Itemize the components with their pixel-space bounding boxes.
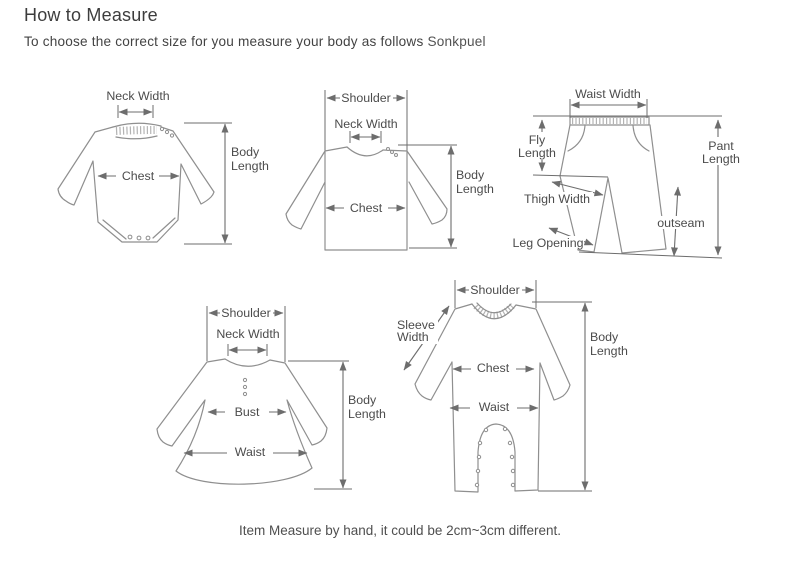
bodysuit-crotch-snap xyxy=(128,235,132,239)
pants-leg-opening-label: Leg Opening xyxy=(512,236,584,250)
dress-diagram xyxy=(157,306,386,489)
pants-thigh-width-label: Thigh Width xyxy=(523,192,591,206)
pants-outseam-label: outseam xyxy=(657,216,705,230)
romper-outline xyxy=(415,304,570,492)
romper-snap xyxy=(475,483,478,486)
romper-diagram xyxy=(394,280,628,492)
bodysuit-shoulder-snap xyxy=(170,134,173,137)
shirt-neckline xyxy=(347,147,383,156)
dress-neck-width-label: Neck Width xyxy=(216,327,280,341)
bodysuit-crotch-snap xyxy=(146,236,150,240)
pants-diagram xyxy=(511,87,744,258)
romper-snap xyxy=(503,427,506,430)
romper-sleeve-width-label: Width xyxy=(397,330,429,344)
romper-body-length-label: Body xyxy=(590,330,619,344)
pants-pant-length-label: Pant xyxy=(708,139,734,153)
romper-snap xyxy=(476,469,479,472)
pants-outline xyxy=(560,125,666,253)
subtitle-text: To choose the correct size for you measure your body as follows xyxy=(24,34,424,49)
bodysuit-neck-width-label: Neck Width xyxy=(106,89,170,103)
romper-shoulder-label: Shoulder xyxy=(470,283,520,297)
crotch-extension-line xyxy=(533,175,608,177)
dress-button xyxy=(243,392,246,395)
hem-extension-line xyxy=(579,252,722,258)
pants-fly-length-label: Length xyxy=(518,146,556,160)
romper-snap xyxy=(477,455,480,458)
dress-neckline xyxy=(225,359,270,366)
dress-outline xyxy=(157,359,327,484)
romper-chest-label: Chest xyxy=(476,361,510,375)
dress-bust-label: Bust xyxy=(234,405,260,419)
measure-disclaimer-note: Item Measure by hand, it could be 2cm~3cm different. xyxy=(238,523,562,538)
pants-pocket xyxy=(633,125,649,151)
bodysuit-collar-inner xyxy=(116,136,157,139)
pants-waist-width-label: Waist Width xyxy=(575,87,641,101)
bodysuit-shoulder-snap xyxy=(160,127,163,130)
bodysuit-body-length-label: Body xyxy=(231,145,260,159)
shirt-shoulder-button xyxy=(395,154,398,157)
shirt-diagram xyxy=(286,90,494,250)
romper-snap xyxy=(508,441,511,444)
dress-button xyxy=(243,385,246,388)
shirt-outline xyxy=(286,147,447,250)
romper-body-length-label: Length xyxy=(590,344,628,358)
romper-snap xyxy=(511,483,514,486)
bodysuit-body-length-label: Length xyxy=(231,159,269,173)
romper-snap xyxy=(484,428,487,431)
bodysuit-chest-label: Chest xyxy=(121,169,155,183)
shirt-shoulder-button xyxy=(387,148,390,151)
romper-collar-inner xyxy=(477,303,511,313)
romper-waist-label: Waist xyxy=(478,400,510,414)
romper-snap xyxy=(478,441,481,444)
page-title: How to Measure xyxy=(24,5,158,25)
bodysuit-diagram xyxy=(58,89,269,244)
brand-name: Sonkpuel xyxy=(427,34,486,49)
romper-snap xyxy=(510,455,513,458)
dress-shoulder-label: Shoulder xyxy=(221,306,271,320)
shirt-shoulder-label: Shoulder xyxy=(341,91,391,105)
shirt-body-length-label: Body xyxy=(456,168,485,182)
shirt-body-length-label: Length xyxy=(456,182,494,196)
bodysuit-crotch-snap xyxy=(137,236,141,240)
pants-fly-length-label: Fly xyxy=(528,133,546,147)
dress-waist-label: Waist xyxy=(234,445,266,459)
shirt-neck-width-label: Neck Width xyxy=(334,117,398,131)
pants-pocket xyxy=(568,125,585,151)
bodysuit-collar-ribbing xyxy=(116,130,157,131)
dress-button xyxy=(243,378,246,381)
dress-body-length-label: Body xyxy=(348,393,377,407)
bodysuit-shoulder-snap xyxy=(165,130,168,133)
romper-snap xyxy=(511,469,514,472)
dress-body-length-label: Length xyxy=(348,407,386,421)
shirt-chest-label: Chest xyxy=(349,201,383,215)
shirt-shoulder-button xyxy=(391,151,394,154)
bodysuit-outline xyxy=(58,127,214,242)
romper-sleeve-width-label: Sleeve xyxy=(397,318,435,332)
pants-pant-length-label: Length xyxy=(702,152,740,166)
